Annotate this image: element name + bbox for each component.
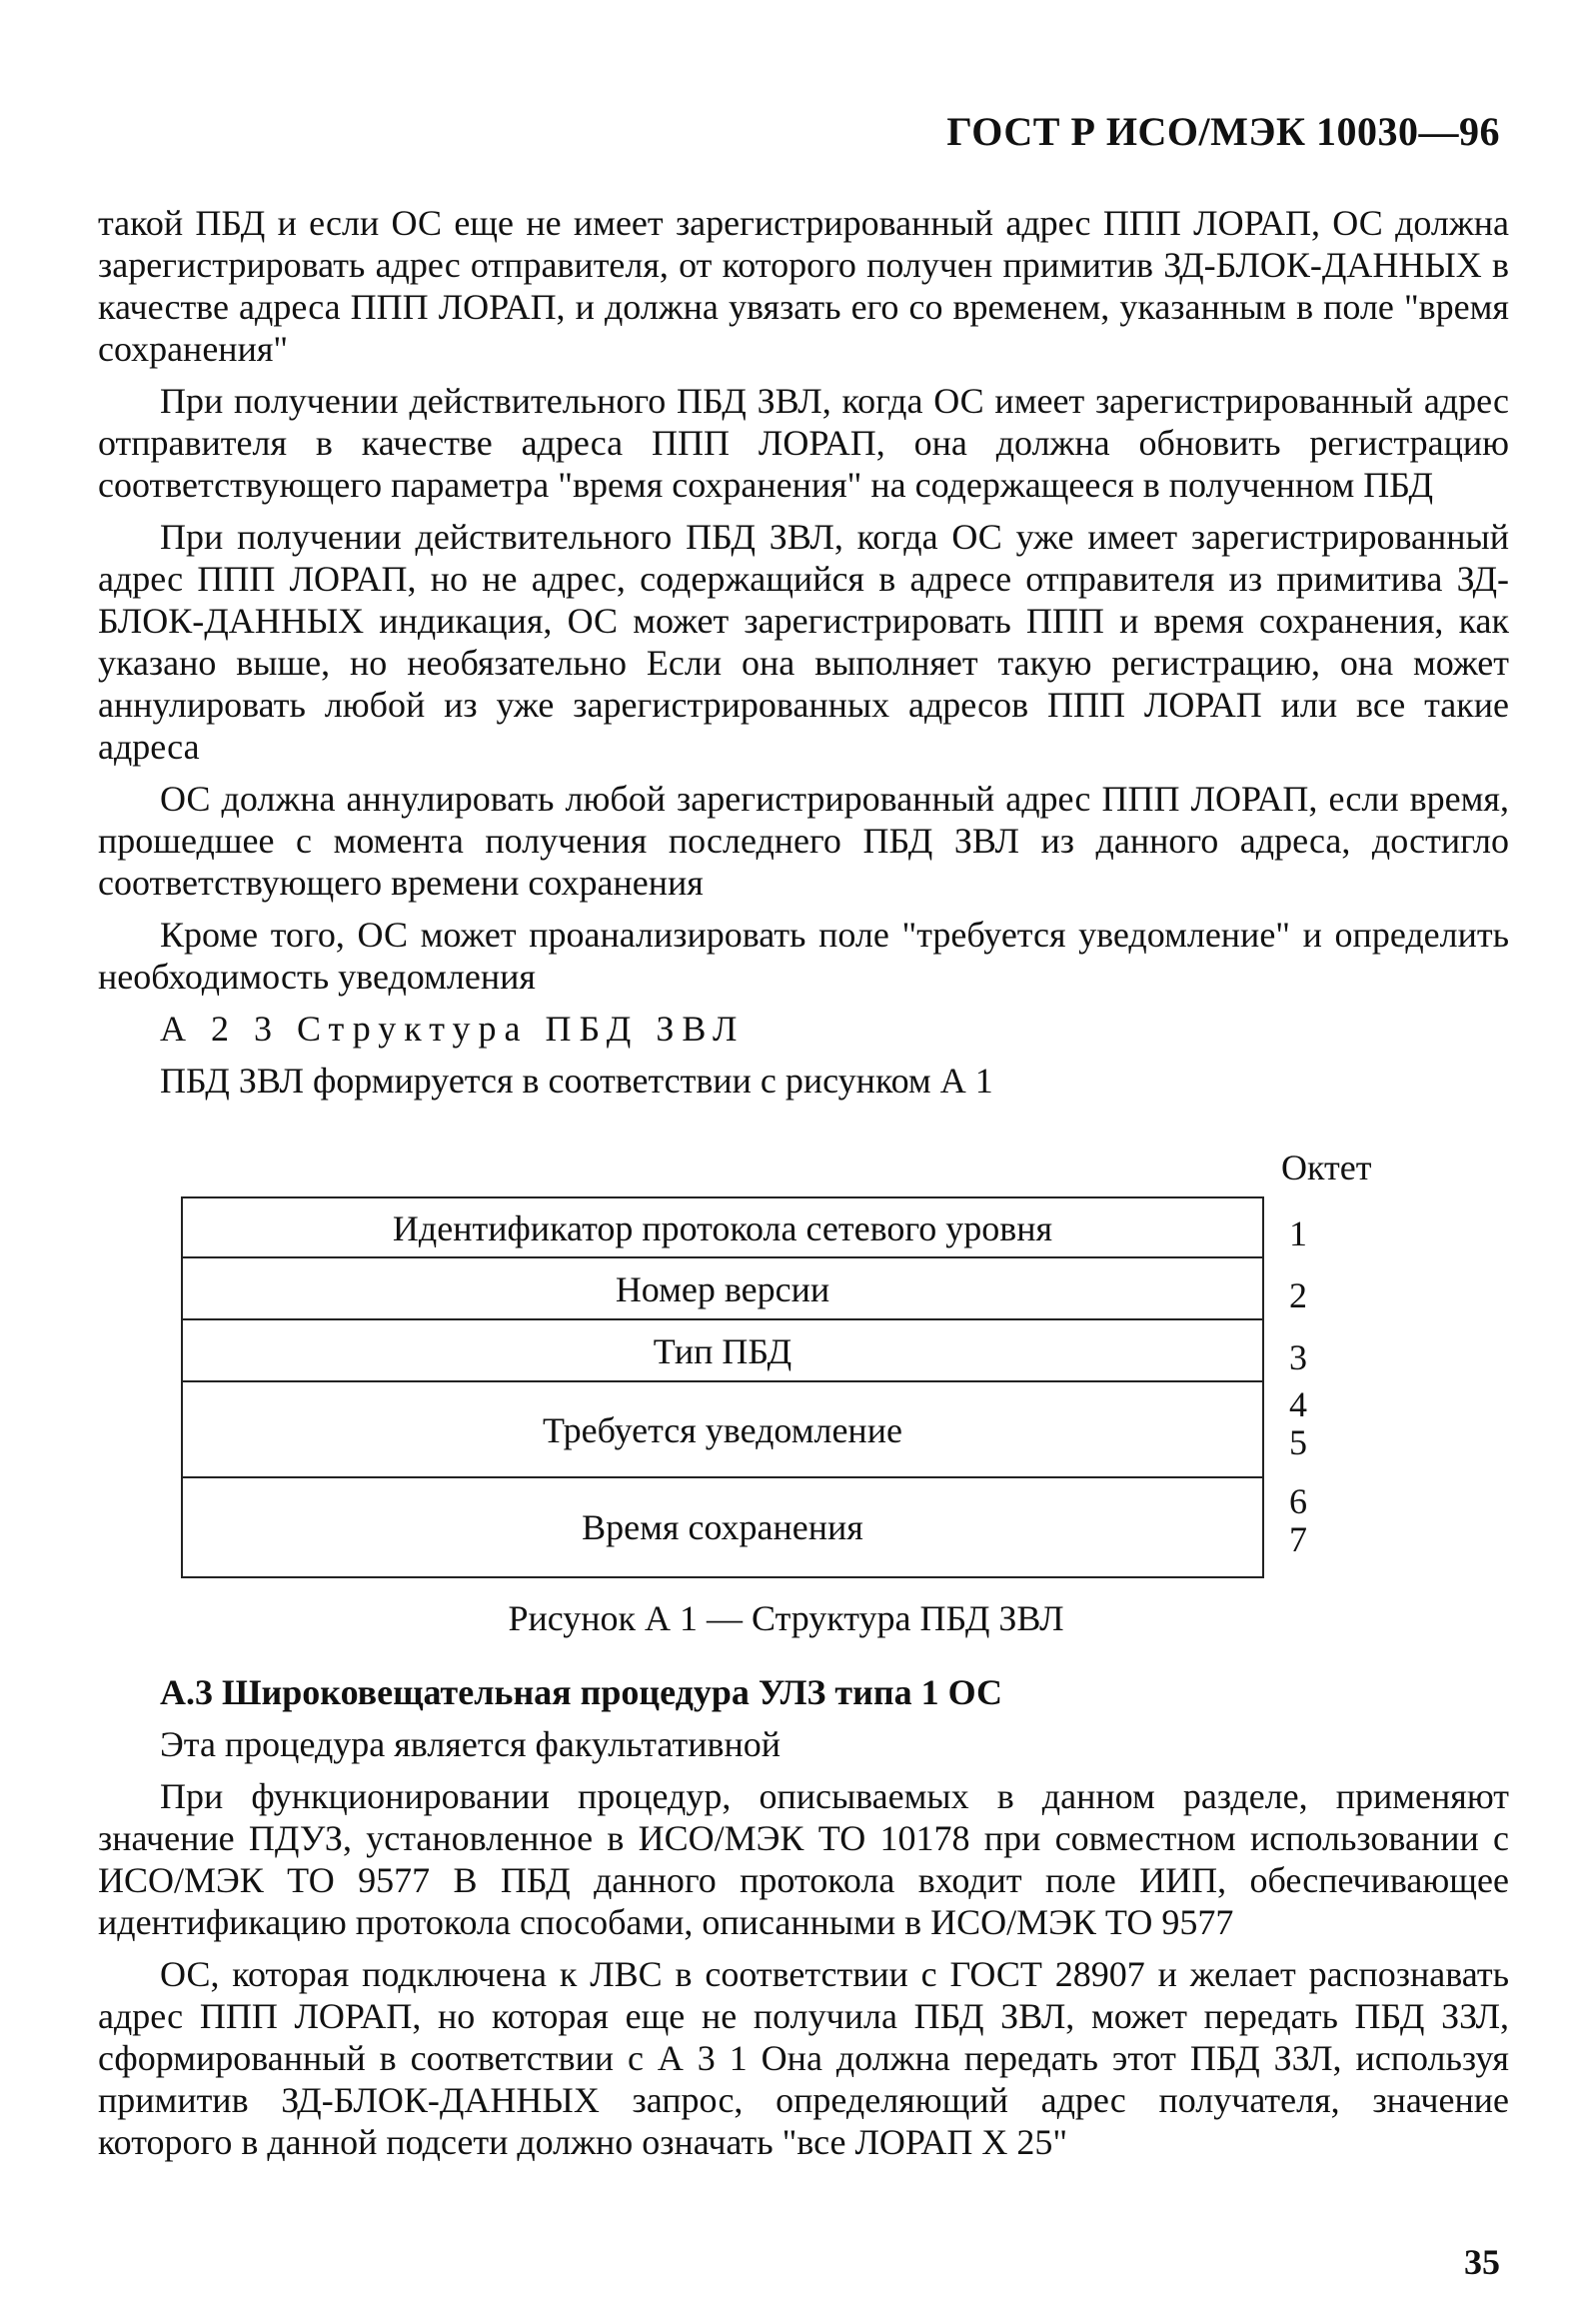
octet-number: 2 — [1289, 1275, 1307, 1315]
paragraph: При получении действительного ПБД ЗВЛ, когда ОС имеет зарегистрированный адрес отправителя в качестве адреса ППП ЛОРАП, она должна обновить регистрацию соответствующего параметра "время сохранения" на содержащееся в полученном ПБД — [98, 381, 1509, 505]
octet-number: 4 — [1289, 1384, 1307, 1424]
pdu-structure-figure — [181, 1196, 1264, 1578]
field-holding-time: Время сохранения — [582, 1507, 863, 1547]
bottom-text-block — [98, 1671, 1509, 2163]
document-header: ГОСТ Р ИСО/МЭК 10030—96 — [946, 109, 1500, 154]
octet-column-header: Октет — [1281, 1148, 1372, 1187]
figure-caption: Рисунок А 1 — Структура ПБД ЗВЛ — [508, 1598, 1064, 1638]
octet-number: 7 — [1289, 1519, 1307, 1559]
field-protocol-id: Идентификатор протокола сетевого уровня — [183, 1198, 1262, 1258]
paragraph: Кроме того, ОС может проанализировать поле "требуется уведомление" и определить необходимость уведомления — [98, 915, 1509, 997]
subsection-intro: ПБД ЗВЛ формируется в соответствии с рисунком А 1 — [160, 1061, 993, 1101]
top-text-block — [98, 202, 1509, 1102]
field-pdu-type: Тип ПБД — [183, 1320, 1262, 1382]
paragraph: такой ПБД и если ОС еще не имеет зарегистрированный адрес ППП ЛОРАП, ОС должна зарегистрировать адрес отправителя, от которого получен примитив ЗД-БЛОК-ДАННЫХ в качестве адреса ППП ЛОРАП, и должна увязать его со временем, указанным в поле "время сохранения" — [98, 203, 1509, 369]
paragraph: При получении действительного ПБД ЗВЛ, когда ОС уже имеет зарегистрированный адрес ППП ЛОРАП, но не адрес, содержащийся в адресе отправителя из примитива ЗД-БЛОК-ДАННЫХ индикация, ОС может зарегистрировать ППП и время сохранения, как указано выше, но необязательно Если она выполняет такую регистрацию, она может аннулировать любой из уже зарегистрированных адресов ППП ЛОРАП или все такие адреса — [98, 517, 1509, 767]
paragraph: Эта процедура является факультативной — [160, 1724, 781, 1764]
octet-number: 3 — [1289, 1337, 1307, 1377]
paragraph: При функционировании процедур, описываемых в данном разделе, применяют значение ПДУЗ, установленное в ИСО/МЭК ТО 10178 при совместном использовании с ИСО/МЭК ТО 9577 В ПБД данного протокола входит поле ИИП, обеспечивающее идентификацию протокола способами, описанными в ИСО/МЭК ТО 9577 — [98, 1776, 1509, 1942]
subsection-title: А 2 3 Структура ПБД ЗВЛ — [160, 1009, 746, 1049]
paragraph: ОС, которая подключена к ЛВС в соответствии с ГОСТ 28907 и желает распознавать адрес ППП ЛОРАП, но которая еще не получила ПБД ЗВЛ, может передать ПБД ЗЗЛ, сформированный в соответствии с А 3 1 Она должна передать этот ПБД ЗЗЛ, используя примитив ЗД-БЛОК-ДАННЫХ запрос, определяющий адрес получателя, значение которого в данной подсети должно означать "все ЛОРАП Х 25" — [98, 1954, 1509, 2162]
octet-number: 1 — [1289, 1213, 1307, 1253]
field-notification-required: Требуется уведомление — [183, 1382, 1262, 1478]
octet-number: 6 — [1289, 1481, 1307, 1521]
section-heading: А.3 Широковещательная процедура УЛЗ типа 1 ОС — [160, 1672, 1003, 1712]
paragraph: ОС должна аннулировать любой зарегистрированный адрес ППП ЛОРАП, если время, прошедшее с момента получения последнего ПБД ЗВЛ из данного адреса, достигло соответствующего времени сохранения — [98, 779, 1509, 903]
field-version: Номер версии — [183, 1258, 1262, 1320]
octet-number: 5 — [1289, 1422, 1307, 1462]
page-number: 35 — [1464, 2242, 1500, 2282]
